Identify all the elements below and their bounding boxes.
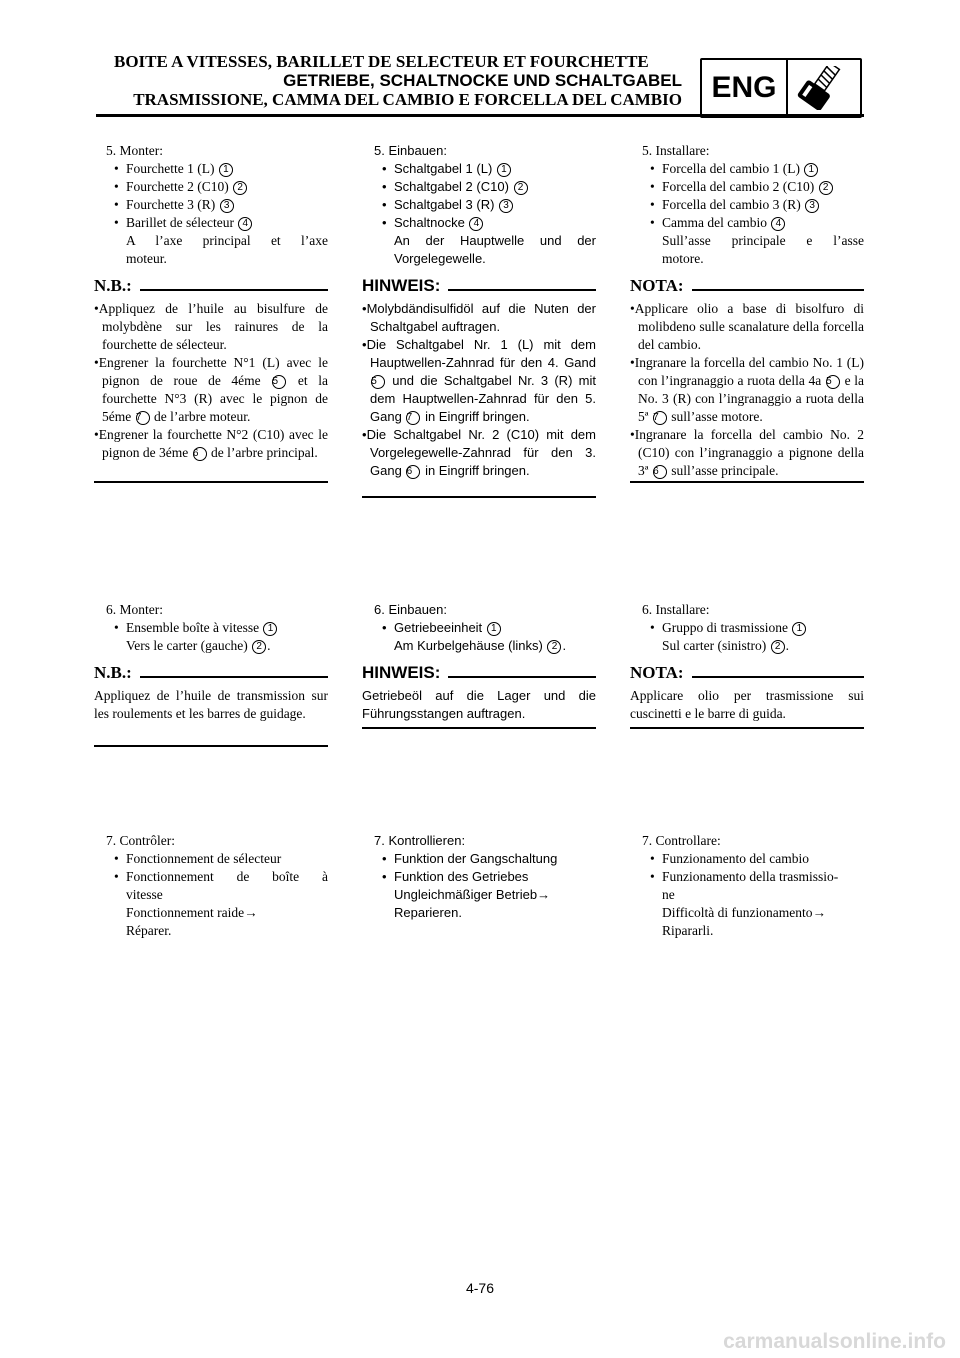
- header-title-it: TRASMISSIONE, CAMMA DEL CAMBIO E FORCELLA DEL CAMBIO: [133, 90, 682, 109]
- watermark: carmanualsonline.info: [723, 1330, 946, 1353]
- step-detail: Reparieren.: [394, 905, 462, 920]
- step-detail: moteur.: [126, 251, 167, 266]
- step-detail: Difficoltà di funzionamento→: [662, 905, 826, 920]
- list-item: • Forcella del cambio 1 (L) 1: [630, 160, 864, 178]
- step-title: 7. Kontrollieren:: [374, 833, 466, 848]
- header-rule: [96, 114, 864, 117]
- note-bullet: •Engrener la fourchette N°2 (C10) avec le pignon de 3éme 6 de l’arbre principal.: [94, 427, 328, 460]
- list-item: • Camma del cambio 4: [630, 214, 864, 232]
- note-text: Getriebeöl auf die Lager und die Führungsstangen auftragen.: [362, 688, 596, 721]
- list-item: • Funzionamento della trasmissio-: [630, 868, 864, 886]
- step-detail: Am Kurbelgehäuse (links) 2 .: [394, 638, 567, 653]
- step-title: 5. Monter:: [106, 143, 163, 158]
- it-step-6: [630, 601, 864, 723]
- list-item: • Forcella del cambio 2 (C10) 2: [630, 178, 864, 196]
- note-bullet: •Ingranare la forcella del cambio No. 1 (L) con l’ingranaggio a ruota della 4a 5 e la No. 3 (R) con l’ingranaggio a ruota della 5ª 7 sull’asse motore.: [630, 355, 864, 424]
- note-bullet: •Molybdändisulfidöl auf die Nuten der Schaltgabel auftragen.: [362, 301, 596, 334]
- list-item: • Forcella del cambio 3 (R) 3: [630, 196, 864, 214]
- step-detail: An der Hauptwelle und der: [394, 233, 596, 248]
- note-text: Appliquez de l’huile de transmission sur les roulements et les barres de guidage.: [94, 688, 328, 721]
- it-step-5: [630, 142, 864, 480]
- note-heading: NOTA:: [630, 276, 864, 296]
- page-number: 4-76: [465, 1280, 495, 1296]
- list-item: • Schaltgabel 2 (C10) 2: [362, 178, 596, 196]
- list-item: • Schaltnocke 4: [362, 214, 596, 232]
- step-title: 7. Contrôler:: [106, 833, 175, 848]
- list-item: • Schaltgabel 1 (L) 1: [362, 160, 596, 178]
- de-step-7: [362, 832, 596, 922]
- fr-step-5: [94, 142, 328, 462]
- page-header: [90, 52, 682, 109]
- list-item: • Gruppo di trasmissione 1: [630, 619, 864, 637]
- list-item: • Barillet de sélecteur 4: [94, 214, 328, 232]
- list-item: • Funzionamento del cambio: [630, 850, 864, 868]
- list-item: • Funktion des Getriebes: [362, 868, 596, 886]
- step-title: 5. Installare:: [642, 143, 710, 158]
- list-item-cont: ne: [662, 887, 675, 902]
- note-bullet: •Appliquez de l’huile au bisulfure de molybdène sur les rainures de la fourchette de sélecteur.: [94, 301, 328, 352]
- note-bullet: •Ingranare la forcella del cambio No. 2 (C10) con l’ingranaggio a pignone della 3ª 6 sull’asse principale.: [630, 427, 864, 478]
- list-item: • Fourchette 3 (R) 3: [94, 196, 328, 214]
- note-end-rule: [630, 481, 864, 483]
- step-detail: Vers le carter (gauche) 2 .: [126, 638, 271, 653]
- step-detail: Fonctionnement raide→: [126, 905, 258, 920]
- list-item: • Ensemble boîte à vitesse 1: [94, 619, 328, 637]
- step-title: 6. Monter:: [106, 602, 163, 617]
- note-heading: HINWEIS:: [362, 276, 596, 296]
- step-title: 5. Einbauen:: [374, 143, 448, 158]
- note-heading: NOTA:: [630, 663, 864, 683]
- fr-step-6: [94, 601, 328, 723]
- step-title: 6. Einbauen:: [374, 602, 448, 617]
- section-code: ENG: [702, 60, 788, 116]
- list-item: • Funktion der Gangschaltung: [362, 850, 596, 868]
- note-heading: N.B.:: [94, 663, 328, 683]
- list-item: • Getriebeeinheit 1: [362, 619, 596, 637]
- note-heading: HINWEIS:: [362, 663, 596, 683]
- list-item: • Fourchette 2 (C10) 2: [94, 178, 328, 196]
- note-end-rule: [94, 481, 328, 483]
- list-item: • Fonctionnement de boîte à: [94, 868, 328, 886]
- de-step-6: [362, 601, 596, 723]
- header-title-fr: BOITE A VITESSES, BARILLET DE SELECTEUR ET FOURCHETTE: [114, 52, 649, 71]
- note-bullet: •Die Schaltgabel Nr. 1 (L) mit dem Hauptwellen-Zahnrad für den 4. Gand 5 und die Schaltgabel Nr. 3 (R) mit dem Hauptwellen-Zahnrad für den 5. Gang 7 in Eingriff bringen.: [362, 337, 596, 424]
- step-title: 6. Installare:: [642, 602, 710, 617]
- note-bullet: •Engrener la fourchette N°1 (L) avec le pignon de roue de 4éme 5 et la fourchette N°3 (R) avec le pignon de 5éme 7 de l’arbre moteur.: [94, 355, 329, 424]
- list-item: • Fonctionnement de sélecteur: [94, 850, 328, 868]
- step-detail: Ungleichmäßiger Betrieb→: [394, 887, 551, 902]
- note-heading: N.B.:: [94, 276, 328, 296]
- note-bullet: •Applicare olio a base di bisolfuro di molibdeno sulle scanalature della forcella del cambio.: [630, 301, 864, 352]
- fr-step-7: [94, 832, 328, 940]
- step-detail: Réparer.: [126, 923, 172, 938]
- note-end-rule: [362, 496, 596, 498]
- list-item: • Schaltgabel 3 (R) 3: [362, 196, 596, 214]
- engine-bolt-icon: [788, 60, 860, 116]
- header-title-de: GETRIEBE, SCHALTNOCKE UND SCHALTGABEL: [283, 71, 682, 90]
- note-bullet: •Die Schaltgabel Nr. 2 (C10) mit dem Vorgelegewelle-Zahnrad für den 3. Gang 6 in Eingriff bringen.: [362, 427, 596, 478]
- step-detail: Ripararli.: [662, 923, 714, 938]
- note-end-rule: [94, 745, 328, 747]
- de-step-5: [362, 142, 596, 480]
- note-end-rule: [630, 727, 864, 729]
- step-detail: Sull’asse principale e l’asse: [662, 233, 864, 248]
- note-text: Applicare olio per trasmissione sui cuscinetti e le barre di guida.: [630, 688, 864, 721]
- section-badge: [700, 58, 862, 118]
- step-detail: Sul carter (sinistro) 2 .: [662, 638, 789, 653]
- it-step-7: [630, 832, 864, 940]
- list-item: • Fourchette 1 (L) 1: [94, 160, 328, 178]
- step-detail: motore.: [662, 251, 704, 266]
- step-detail: A l’axe principal et l’axe: [126, 233, 328, 248]
- note-end-rule: [362, 727, 596, 729]
- step-title: 7. Controllare:: [642, 833, 721, 848]
- list-item-cont: vitesse: [126, 887, 163, 902]
- step-detail: Vorgelegewelle.: [394, 251, 486, 266]
